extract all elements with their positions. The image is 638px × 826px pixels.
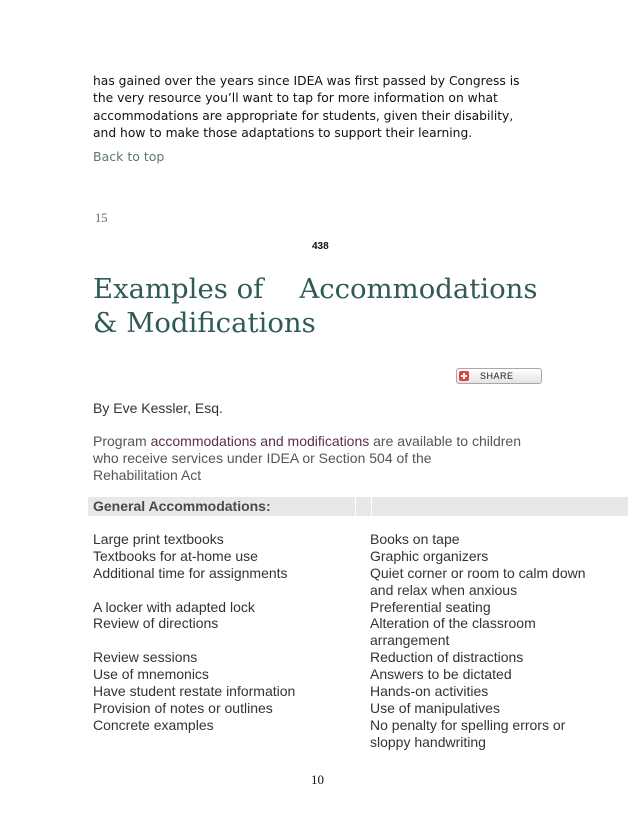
intro-paragraph (93, 73, 553, 142)
intro-line: and how to make those adaptations to support their learning. (93, 125, 473, 140)
section-heading: General Accommodations: (93, 498, 271, 514)
program-prefix: Program (93, 433, 151, 449)
program-paragraph (93, 433, 563, 484)
section-heading-band (88, 497, 628, 516)
list-item: Use of mnemonics (93, 666, 209, 683)
program-line-3: Rehabilitation Act (93, 467, 202, 483)
list-item: Hands-on activities (370, 683, 489, 700)
intro-line: has gained over the years since IDEA was first passed by Congress is (93, 74, 520, 88)
list-item: Reduction of distractions (370, 649, 524, 666)
list-item: Provision of notes or outlines (93, 699, 273, 716)
list-item (93, 632, 295, 649)
article-title (93, 272, 537, 340)
list-item (93, 582, 295, 599)
list-item: and relax when anxious (370, 581, 518, 598)
list-item: Have student restate information (93, 683, 296, 700)
accommodations-link[interactable]: accommodations and modifications (150, 433, 370, 449)
right-accommodations-list (370, 531, 586, 751)
program-suffix: are available to children (369, 433, 522, 449)
list-item: sloppy handwriting (370, 733, 486, 750)
left-accommodations-list (93, 531, 295, 734)
divider (355, 497, 356, 516)
list-item: Concrete examples (93, 716, 214, 733)
title-part-2: Accommodations (299, 273, 538, 305)
source-page-number: 438 (312, 241, 329, 252)
list-item: Large print textbooks (93, 531, 224, 547)
share-button[interactable] (456, 368, 542, 384)
intro-line: accommodations are appropriate for students, given their disability, (93, 108, 514, 123)
title-part-1: Examples of (93, 273, 264, 305)
list-item: arrangement (370, 632, 450, 649)
page-number: 10 (311, 772, 324, 787)
list-item: Books on tape (370, 531, 460, 547)
share-label: SHARE (480, 371, 514, 381)
divider (371, 497, 372, 516)
back-to-top-link[interactable]: Back to top (93, 149, 165, 164)
list-item: Textbooks for at-home use (93, 547, 258, 564)
intro-line: the very resource you’ll want to tap for more information on what (93, 91, 498, 106)
list-item: A locker with adapted lock (93, 598, 255, 615)
list-item: Review of directions (93, 615, 219, 632)
list-item: Preferential seating (370, 598, 491, 615)
list-item: Review sessions (93, 649, 198, 666)
author-byline: By Eve Kessler, Esq. (93, 400, 223, 416)
list-item: Alteration of the classroom (370, 615, 536, 632)
title-part-3: & Modifications (93, 307, 316, 339)
footnote-number: 15 (95, 211, 108, 225)
list-item: No penalty for spelling errors or (370, 716, 566, 733)
plus-icon (459, 371, 469, 381)
list-item: Use of manipulatives (370, 699, 500, 716)
list-item: Quiet corner or room to calm down (370, 564, 586, 581)
program-line-2: who receive services under IDEA or Section 504 of the (93, 450, 432, 466)
list-item: Graphic organizers (370, 547, 489, 564)
list-item: Answers to be dictated (370, 666, 512, 683)
list-item: Additional time for assignments (93, 564, 288, 581)
